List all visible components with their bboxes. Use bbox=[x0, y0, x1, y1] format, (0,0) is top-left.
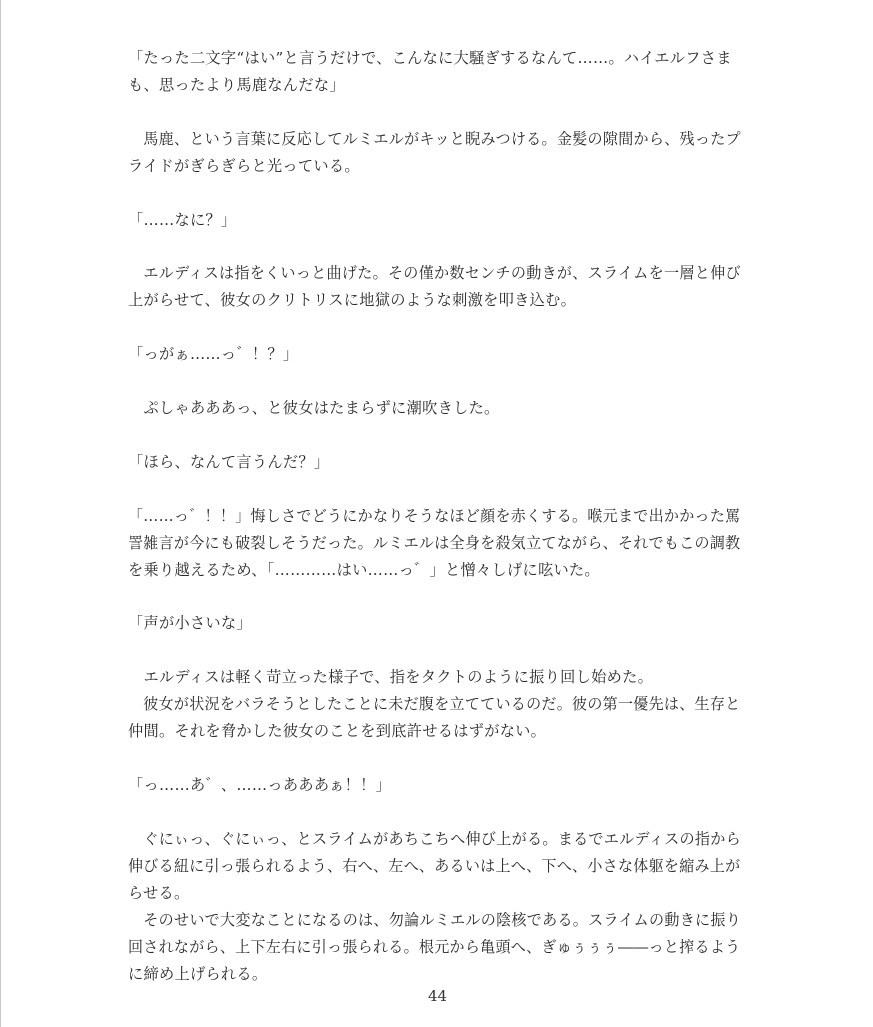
text-line: 「っがぁ……っ゛！？」 bbox=[128, 345, 299, 363]
text-line: らせる。 bbox=[128, 884, 190, 902]
text-line: 仲間。それを脅かした彼女のことを到底許せるはずがない。 bbox=[128, 722, 547, 740]
text-line: エルディスは軽く苛立った様子で、指をタクトのように振り回し始めた。 bbox=[128, 668, 654, 686]
text-line: 彼女が状況をバラそうとしたことに未だ腹を立てているのだ。彼の第一優先は、生存と bbox=[128, 695, 741, 713]
text-line: 上がらせて、彼女のクリトリスに地獄のような刺激を叩き込む。 bbox=[128, 291, 577, 309]
text-line: 「声が小さいな」 bbox=[128, 614, 252, 632]
text-line: も、思ったより馬鹿なんだな」 bbox=[128, 76, 345, 94]
text-line: 詈雑言が今にも破裂しそうだった。ルミエルは全身を殺気立てながら、それでもこの調教 bbox=[128, 534, 741, 552]
text-line: を乗り越えるため、「…………はい……っ゛」と憎々しげに呟いた。 bbox=[128, 561, 600, 579]
text-line: ぷしゃあああっ、と彼女はたまらずに潮吹きした。 bbox=[128, 399, 500, 417]
text-line: 「……っ゛！！」悔しさでどうにかなりそうなほど顔を赤くする。喉元まで出かかった罵 bbox=[128, 507, 741, 525]
text-line: 「っ……あ゛、……っあああぁ！！」 bbox=[128, 776, 392, 794]
text-line: 「ほら、なんて言うんだ？」 bbox=[128, 453, 330, 471]
text-line: 馬鹿、という言葉に反応してルミエルがキッと睨みつける。金髪の隙間から、残ったプ bbox=[128, 130, 741, 148]
text-line: ぐにぃっ、ぐにぃっ、とスライムがあちこちへ伸び上がる。まるでエルディスの指から bbox=[128, 830, 742, 848]
page-number: 44 bbox=[427, 987, 448, 1005]
text-line: 回されながら、上下左右に引っ張られる。根元から亀頭へ、ぎゅぅぅぅ――っと搾るよう bbox=[128, 938, 741, 956]
text-line: そのせいで大変なことになるのは、勿論ルミエルの陰核である。スライムの動きに振り bbox=[128, 911, 742, 929]
text-line: 「たった二文字“はい”と言うだけで、こんなに大騒ぎするなんて……。ハイエルフさま bbox=[128, 49, 732, 67]
text-line: 「……なに？」 bbox=[128, 211, 237, 229]
text-line: に締め上げられる。 bbox=[128, 965, 268, 983]
text-line: ライドがぎらぎらと光っている。 bbox=[128, 157, 360, 175]
text-line: 伸びる紐に引っ張られるよう、右へ、左へ、あるいは上へ、下へ、小さな体躯を縮み上が bbox=[128, 857, 741, 875]
text-line: エルディスは指をくいっと曲げた。その僅か数センチの動きが、スライムを一層と伸び bbox=[128, 264, 741, 282]
